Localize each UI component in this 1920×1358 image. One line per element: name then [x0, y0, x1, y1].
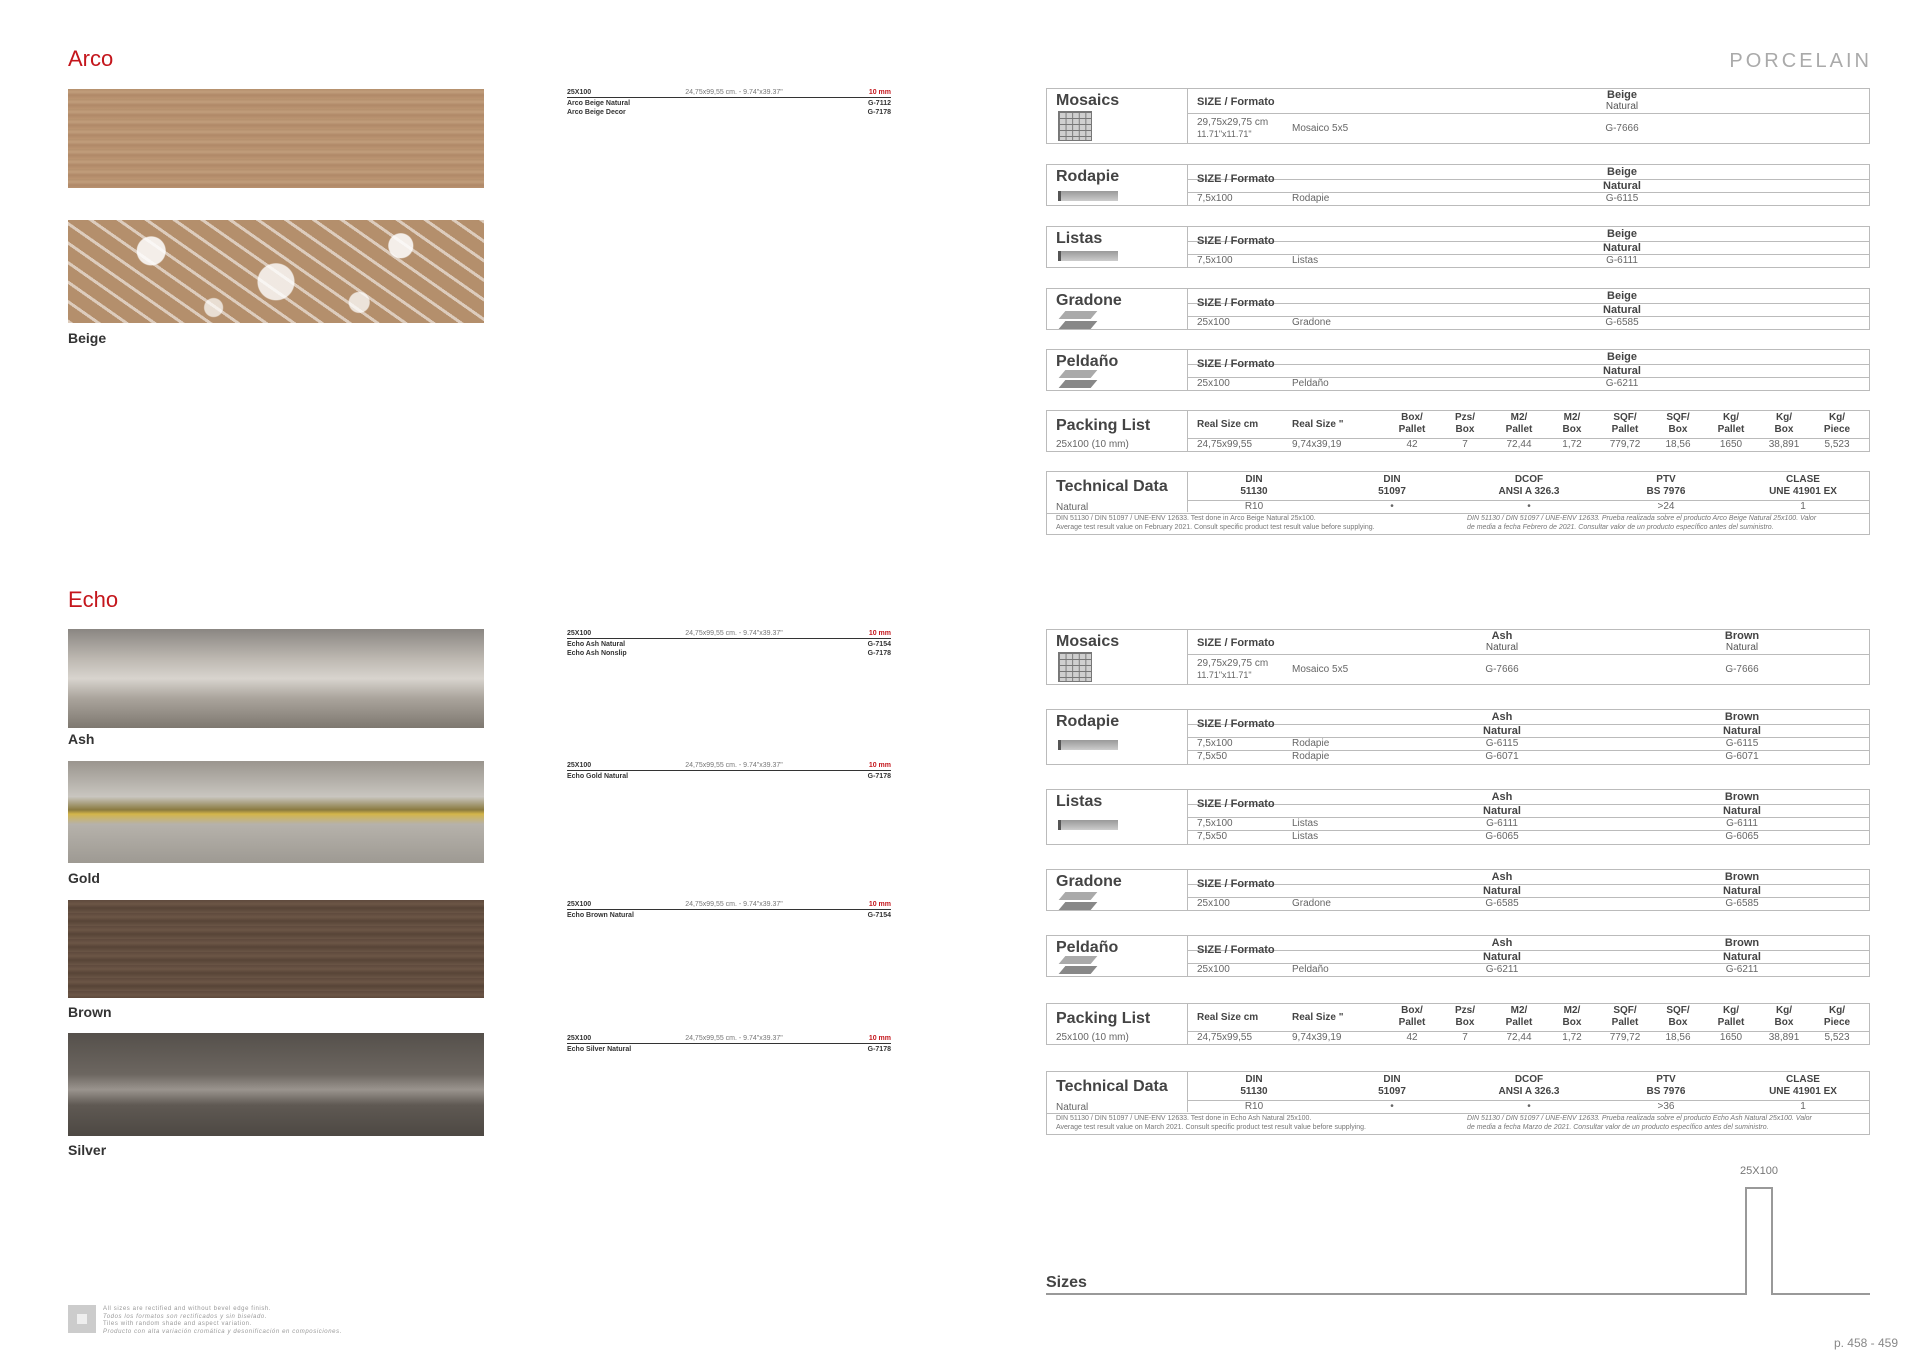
- color-header: Brown: [1724, 791, 1760, 803]
- technical-header: DCOF ANSI A 326.3: [1498, 1074, 1560, 1097]
- size-header: SIZE / Formato: [1197, 235, 1275, 247]
- technical-header: PTV BS 7976: [1646, 474, 1686, 497]
- code-cell: G-6115: [1725, 738, 1759, 749]
- packing-header: Box/ Pallet: [1398, 1005, 1426, 1028]
- block-label: Packing List: [1056, 1010, 1151, 1027]
- size-header: SIZE / Formato: [1197, 297, 1275, 309]
- footnote-line: Tiles with random shade and aspect variation.: [103, 1321, 252, 1327]
- packing-header: Real Size cm: [1197, 419, 1259, 430]
- block-label: Listas: [1056, 230, 1103, 247]
- packing-header: SQF/ Box: [1666, 412, 1690, 435]
- tile-caption-beige: Beige: [68, 330, 107, 346]
- color-header: Beige: [1607, 228, 1637, 240]
- color-header: Beige: [1607, 351, 1637, 363]
- desc-cell: Listas: [1292, 255, 1319, 266]
- sku-size: 25X100: [567, 901, 592, 908]
- color-header: Beige: [1607, 89, 1637, 101]
- code-cell: G-6211: [1605, 378, 1639, 389]
- echo-technical-data: [1046, 1071, 1870, 1135]
- technical-header: DCOF ANSI A 326.3: [1498, 474, 1560, 497]
- sku-dims: 24,75x99,55 cm. - 9.74"x39.37": [685, 762, 783, 769]
- block-label: Mosaics: [1056, 633, 1120, 650]
- section-title-arco: Arco: [68, 46, 114, 71]
- size-header: SIZE / Formato: [1197, 173, 1275, 185]
- desc-cell: Peldaño: [1292, 378, 1329, 389]
- finish-header: Natural: [1723, 805, 1761, 817]
- code-cell: G-6115: [1485, 738, 1519, 749]
- packing-value: 1,72: [1562, 439, 1582, 450]
- technical-note-es: DIN 51130 / DIN 51097 / UNE-ENV 12633. Prueba realizada sobre el producto Arco Beige Natural 25x100. Valor: [1467, 515, 1817, 522]
- code-cell: G-6071: [1485, 751, 1519, 762]
- size-cell-inches: 11.71"x11.71": [1197, 670, 1252, 680]
- finish-header: Natural: [1483, 805, 1521, 817]
- sku-table-echo-silver: [567, 1035, 891, 1053]
- technical-finish: Natural: [1056, 502, 1089, 513]
- sku-dims: 24,75x99,55 cm. - 9.74"x39.37": [685, 89, 783, 96]
- packing-header: Kg/ Box: [1774, 412, 1794, 435]
- technical-header: DIN 51097: [1378, 474, 1406, 497]
- technical-note-es: de media a fecha Febrero de 2021. Consultar valor de un producto específico antes del suministro.: [1467, 524, 1774, 531]
- block-label: Rodapie: [1056, 713, 1120, 730]
- packing-header: M2/ Pallet: [1505, 412, 1533, 435]
- size-header: SIZE / Formato: [1197, 358, 1275, 370]
- packing-format: 25x100 (10 mm): [1056, 439, 1129, 450]
- code-cell: G-6585: [1725, 898, 1759, 909]
- block-label: Gradone: [1056, 873, 1122, 890]
- packing-header: Kg/ Pallet: [1717, 1005, 1745, 1028]
- echo-mosaics-table: [1046, 629, 1870, 685]
- packing-value: 1,72: [1562, 1032, 1582, 1043]
- packing-value: 42: [1406, 1032, 1418, 1043]
- size-outline: [1046, 1188, 1870, 1294]
- gradone-icon: [1058, 309, 1098, 331]
- desc-cell: Mosaico 5x5: [1292, 664, 1349, 675]
- finish-header: Natural: [1485, 642, 1519, 653]
- arco-gradone-table: [1046, 288, 1870, 330]
- size-cell: 25x100: [1197, 317, 1230, 328]
- sku-code: G-7178: [867, 650, 891, 657]
- packing-value: 72,44: [1506, 439, 1532, 450]
- sku-table-echo-brown: [567, 901, 891, 919]
- code-cell: G-6065: [1725, 831, 1759, 842]
- packing-value: 779,72: [1609, 439, 1641, 450]
- size-cell: 7,5x50: [1197, 831, 1228, 842]
- arco-technical-data: [1046, 471, 1870, 535]
- packing-value: 1650: [1719, 1032, 1743, 1043]
- sku-dims: 24,75x99,55 cm. - 9.74"x39.37": [685, 1035, 783, 1042]
- brand-logo-icon: [68, 1305, 96, 1333]
- sku-table-echo-gold: [567, 762, 891, 780]
- echo-rodapie-table: [1046, 709, 1870, 765]
- desc-cell: Rodapie: [1292, 751, 1330, 762]
- sku-name: Echo Ash Natural: [567, 641, 626, 648]
- packing-value: 18,56: [1665, 439, 1691, 450]
- color-header: Ash: [1491, 630, 1513, 642]
- finish-header: Natural: [1605, 101, 1639, 112]
- rodapie-icon: [1058, 191, 1118, 201]
- color-header: Beige: [1607, 166, 1637, 178]
- size-header: SIZE / Formato: [1197, 878, 1275, 890]
- code-cell: G-6115: [1605, 193, 1639, 204]
- sku-size: 25X100: [567, 89, 592, 96]
- listas-icon: [1058, 820, 1118, 830]
- mosaic-grid-icon: [1058, 652, 1092, 682]
- block-label: Technical Data: [1056, 478, 1168, 495]
- packing-header: M2/ Box: [1562, 412, 1582, 435]
- technical-value: 1: [1800, 501, 1806, 512]
- finish-header: Natural: [1483, 885, 1521, 897]
- packing-value: 1650: [1719, 439, 1743, 450]
- technical-value: •: [1390, 501, 1394, 512]
- color-header: Ash: [1491, 711, 1513, 723]
- packing-value: 779,72: [1609, 1032, 1641, 1043]
- size-cell: 7,5x100: [1197, 818, 1233, 829]
- technical-value: >24: [1657, 501, 1675, 512]
- color-header: Brown: [1724, 711, 1760, 723]
- packing-format: 25x100 (10 mm): [1056, 1032, 1129, 1043]
- peldano-icon: [1058, 954, 1098, 976]
- tile-image-echo-brown: [68, 900, 484, 998]
- technical-value: •: [1527, 1101, 1531, 1112]
- size-header: SIZE / Formato: [1197, 637, 1275, 649]
- finish-header: Natural: [1483, 725, 1521, 737]
- listas-icon: [1058, 251, 1118, 261]
- finish-header: Natural: [1725, 642, 1759, 653]
- sku-size: 25X100: [567, 762, 592, 769]
- sku-thickness: 10 mm: [868, 630, 891, 637]
- desc-cell: Rodapie: [1292, 193, 1330, 204]
- arco-packing-list: [1046, 410, 1870, 452]
- code-cell: G-6065: [1485, 831, 1519, 842]
- sizes-diagram: [1046, 1160, 1870, 1300]
- packing-value: 24,75x99,55: [1197, 1032, 1253, 1043]
- size-cell: 29,75x29,75 cm: [1197, 117, 1269, 128]
- sku-code: G-7154: [867, 641, 891, 648]
- technical-header: PTV BS 7976: [1646, 1074, 1686, 1097]
- code-cell: G-6585: [1605, 317, 1639, 328]
- packing-value: 9,74x39,19: [1292, 439, 1342, 450]
- sku-code: G-7178: [867, 109, 891, 116]
- color-header: Ash: [1491, 937, 1513, 949]
- code-cell: G-6111: [1606, 255, 1638, 266]
- packing-header: Pzs/ Box: [1454, 1005, 1476, 1028]
- sizes-label: Sizes: [1046, 1274, 1087, 1291]
- technical-header: CLASE UNE 41901 EX: [1769, 1074, 1837, 1097]
- block-label: Mosaics: [1056, 92, 1120, 109]
- page-number: p. 458 - 459: [1833, 1336, 1898, 1350]
- size-cell: 7,5x100: [1197, 193, 1233, 204]
- technical-note-es: de media a fecha Marzo de 2021. Consultar valor de un producto específico antes del suministro.: [1467, 1124, 1769, 1131]
- echo-peldano-table: [1046, 935, 1870, 977]
- arco-listas-table: [1046, 226, 1870, 268]
- code-cell: G-7666: [1485, 664, 1519, 675]
- size-cell-inches: 11.71"x11.71": [1197, 129, 1252, 139]
- desc-cell: Gradone: [1292, 898, 1331, 909]
- sku-name: Echo Brown Natural: [567, 912, 634, 919]
- packing-header: Box/ Pallet: [1398, 412, 1426, 435]
- technical-finish: Natural: [1056, 1102, 1089, 1113]
- desc-cell: Mosaico 5x5: [1292, 123, 1349, 134]
- technical-value: 1: [1800, 1101, 1806, 1112]
- technical-value: •: [1390, 1101, 1394, 1112]
- code-cell: G-6211: [1485, 964, 1519, 975]
- section-title-echo: Echo: [68, 587, 119, 612]
- packing-value: 7: [1462, 439, 1468, 450]
- code-cell: G-6111: [1726, 818, 1758, 829]
- peldano-icon: [1058, 368, 1098, 390]
- packing-value: 42: [1406, 439, 1418, 450]
- finish-header: Natural: [1483, 951, 1521, 963]
- sku-size: 25X100: [567, 630, 592, 637]
- arco-rodapie-table: [1046, 164, 1870, 206]
- size-label: 25X100: [1740, 1165, 1778, 1177]
- technical-header: CLASE UNE 41901 EX: [1769, 474, 1837, 497]
- block-label: Listas: [1056, 793, 1103, 810]
- size-cell: 25x100: [1197, 378, 1230, 389]
- packing-value: 38,891: [1768, 439, 1800, 450]
- sku-size: 25X100: [567, 1035, 592, 1042]
- color-header: Brown: [1724, 630, 1760, 642]
- packing-header: SQF/ Pallet: [1611, 1005, 1639, 1028]
- packing-header: SQF/ Pallet: [1611, 412, 1639, 435]
- footnote-line: Producto con alta variación cromática y desonificación en composiciones.: [103, 1328, 342, 1335]
- sku-code: G-7154: [867, 912, 891, 919]
- technical-value: •: [1527, 501, 1531, 512]
- packing-value: 5,523: [1824, 439, 1850, 450]
- code-cell: G-7666: [1605, 123, 1639, 134]
- desc-cell: Gradone: [1292, 317, 1331, 328]
- packing-value: 7: [1462, 1032, 1468, 1043]
- color-header: Ash: [1491, 791, 1513, 803]
- tile-image-arco-beige: [68, 89, 484, 188]
- sku-table-echo-ash: [567, 630, 891, 657]
- tile-image-arco-decor: [68, 220, 484, 323]
- color-header: Beige: [1607, 290, 1637, 302]
- echo-packing-list: [1046, 1003, 1870, 1045]
- finish-header: Natural: [1603, 365, 1641, 377]
- tile-image-echo-gold: [68, 761, 484, 863]
- packing-value: 38,891: [1768, 1032, 1800, 1043]
- finish-header: Natural: [1603, 304, 1641, 316]
- footnote-line: Todos los formatos son rectificados y sin biselado.: [103, 1313, 268, 1320]
- packing-header: Kg/ Pallet: [1717, 412, 1745, 435]
- block-label: Peldaño: [1056, 353, 1119, 370]
- size-cell: 25x100: [1197, 898, 1230, 909]
- sku-dims: 24,75x99,55 cm. - 9.74"x39.37": [685, 901, 783, 908]
- size-header: SIZE / Formato: [1197, 718, 1275, 730]
- tile-caption-gold: Gold: [68, 870, 100, 886]
- size-header: SIZE / Formato: [1197, 96, 1275, 108]
- technical-note-en: Average test result value on March 2021. Consult specific product test result value before supplying.: [1056, 1124, 1366, 1131]
- size-cell: 29,75x29,75 cm: [1197, 658, 1269, 669]
- color-header: Brown: [1724, 937, 1760, 949]
- arco-peldano-table: [1046, 349, 1870, 391]
- sku-table-arco: [567, 89, 891, 116]
- sku-thickness: 10 mm: [868, 762, 891, 769]
- technical-header: DIN 51130: [1240, 474, 1268, 497]
- packing-header: Pzs/ Box: [1454, 412, 1476, 435]
- packing-header: Kg/ Piece: [1823, 1005, 1851, 1028]
- size-cell: 7,5x100: [1197, 738, 1233, 749]
- packing-header: Real Size ": [1292, 419, 1344, 430]
- code-cell: G-6211: [1725, 964, 1759, 975]
- tile-image-echo-ash: [68, 629, 484, 728]
- packing-header: Real Size cm: [1197, 1012, 1259, 1023]
- rodapie-icon: [1058, 740, 1118, 750]
- sku-name: Echo Gold Natural: [567, 773, 629, 780]
- code-cell: G-7666: [1725, 664, 1759, 675]
- technical-note-en: DIN 51130 / DIN 51097 / UNE-ENV 12633. Test done in Echo Ash Natural 25x100.: [1056, 1115, 1312, 1122]
- sku-name: Arco Beige Decor: [567, 109, 626, 116]
- technical-note-es: DIN 51130 / DIN 51097 / UNE-ENV 12633. Prueba realizada sobre el producto Echo Ash Natural 25x100. Valor: [1467, 1115, 1812, 1122]
- size-cell: 7,5x50: [1197, 751, 1228, 762]
- sku-name: Echo Silver Natural: [567, 1046, 632, 1053]
- footnote-line: All sizes are rectified and without bevel edge finish.: [103, 1306, 272, 1312]
- finish-header: Natural: [1723, 885, 1761, 897]
- block-label: Gradone: [1056, 292, 1122, 309]
- sku-code: G-7112: [868, 100, 891, 107]
- block-label: Peldaño: [1056, 939, 1119, 956]
- packing-value: 5,523: [1824, 1032, 1850, 1043]
- technical-note-en: DIN 51130 / DIN 51097 / UNE-ENV 12633. Test done in Arco Beige Natural 25x100.: [1056, 515, 1316, 522]
- code-cell: G-6071: [1725, 751, 1759, 762]
- code-cell: G-6585: [1485, 898, 1519, 909]
- tile-caption-brown: Brown: [68, 1004, 112, 1020]
- finish-header: Natural: [1723, 951, 1761, 963]
- packing-header: Kg/ Box: [1774, 1005, 1794, 1028]
- sku-name: Arco Beige Natural: [567, 100, 631, 107]
- finish-header: Natural: [1603, 180, 1641, 192]
- sku-code: G-7178: [867, 773, 891, 780]
- gradone-icon: [1058, 890, 1098, 912]
- packing-header: SQF/ Box: [1666, 1005, 1690, 1028]
- size-cell: 25x100: [1197, 964, 1230, 975]
- technical-value: >36: [1657, 1101, 1675, 1112]
- packing-value: 72,44: [1506, 1032, 1532, 1043]
- packing-header: Real Size ": [1292, 1012, 1344, 1023]
- technical-note-en: Average test result value on February 2021. Consult specific product test result value before supplying.: [1056, 524, 1375, 531]
- packing-value: 18,56: [1665, 1032, 1691, 1043]
- echo-gradone-table: [1046, 869, 1870, 911]
- technical-value: R10: [1244, 501, 1264, 512]
- sku-thickness: 10 mm: [868, 1035, 891, 1042]
- technical-header: DIN 51130: [1240, 1074, 1268, 1097]
- block-label: Rodapie: [1056, 168, 1120, 185]
- finish-header: Natural: [1723, 725, 1761, 737]
- tile-image-echo-silver: [68, 1033, 484, 1136]
- size-cell: 7,5x100: [1197, 255, 1233, 266]
- footnote: [103, 1306, 342, 1336]
- packing-header: M2/ Pallet: [1505, 1005, 1533, 1028]
- packing-header: Kg/ Piece: [1823, 412, 1851, 435]
- technical-value: R10: [1244, 1101, 1264, 1112]
- technical-header: DIN 51097: [1378, 1074, 1406, 1097]
- desc-cell: Peldaño: [1292, 964, 1329, 975]
- tile-caption-silver: Silver: [68, 1142, 107, 1158]
- packing-value: 9,74x39,19: [1292, 1032, 1342, 1043]
- color-header: Ash: [1491, 871, 1513, 883]
- sku-code: G-7178: [867, 1046, 891, 1053]
- desc-cell: Listas: [1292, 831, 1319, 842]
- color-header: Brown: [1724, 871, 1760, 883]
- finish-header: Natural: [1603, 242, 1641, 254]
- brand-header: PORCELAIN: [1729, 50, 1872, 72]
- sku-thickness: 10 mm: [868, 901, 891, 908]
- sku-name: Echo Ash Nonslip: [567, 650, 627, 657]
- size-header: SIZE / Formato: [1197, 944, 1275, 956]
- sku-dims: 24,75x99,55 cm. - 9.74"x39.37": [685, 630, 783, 637]
- arco-mosaics-table: [1046, 88, 1870, 144]
- block-label: Packing List: [1056, 417, 1151, 434]
- sku-thickness: 10 mm: [868, 89, 891, 96]
- size-header: SIZE / Formato: [1197, 798, 1275, 810]
- mosaic-grid-icon: [1058, 111, 1092, 141]
- packing-value: 24,75x99,55: [1197, 439, 1253, 450]
- block-label: Technical Data: [1056, 1078, 1168, 1095]
- code-cell: G-6111: [1486, 818, 1518, 829]
- tile-caption-ash: Ash: [68, 731, 95, 747]
- desc-cell: Listas: [1292, 818, 1319, 829]
- desc-cell: Rodapie: [1292, 738, 1330, 749]
- packing-header: M2/ Box: [1562, 1005, 1582, 1028]
- echo-listas-table: [1046, 789, 1870, 845]
